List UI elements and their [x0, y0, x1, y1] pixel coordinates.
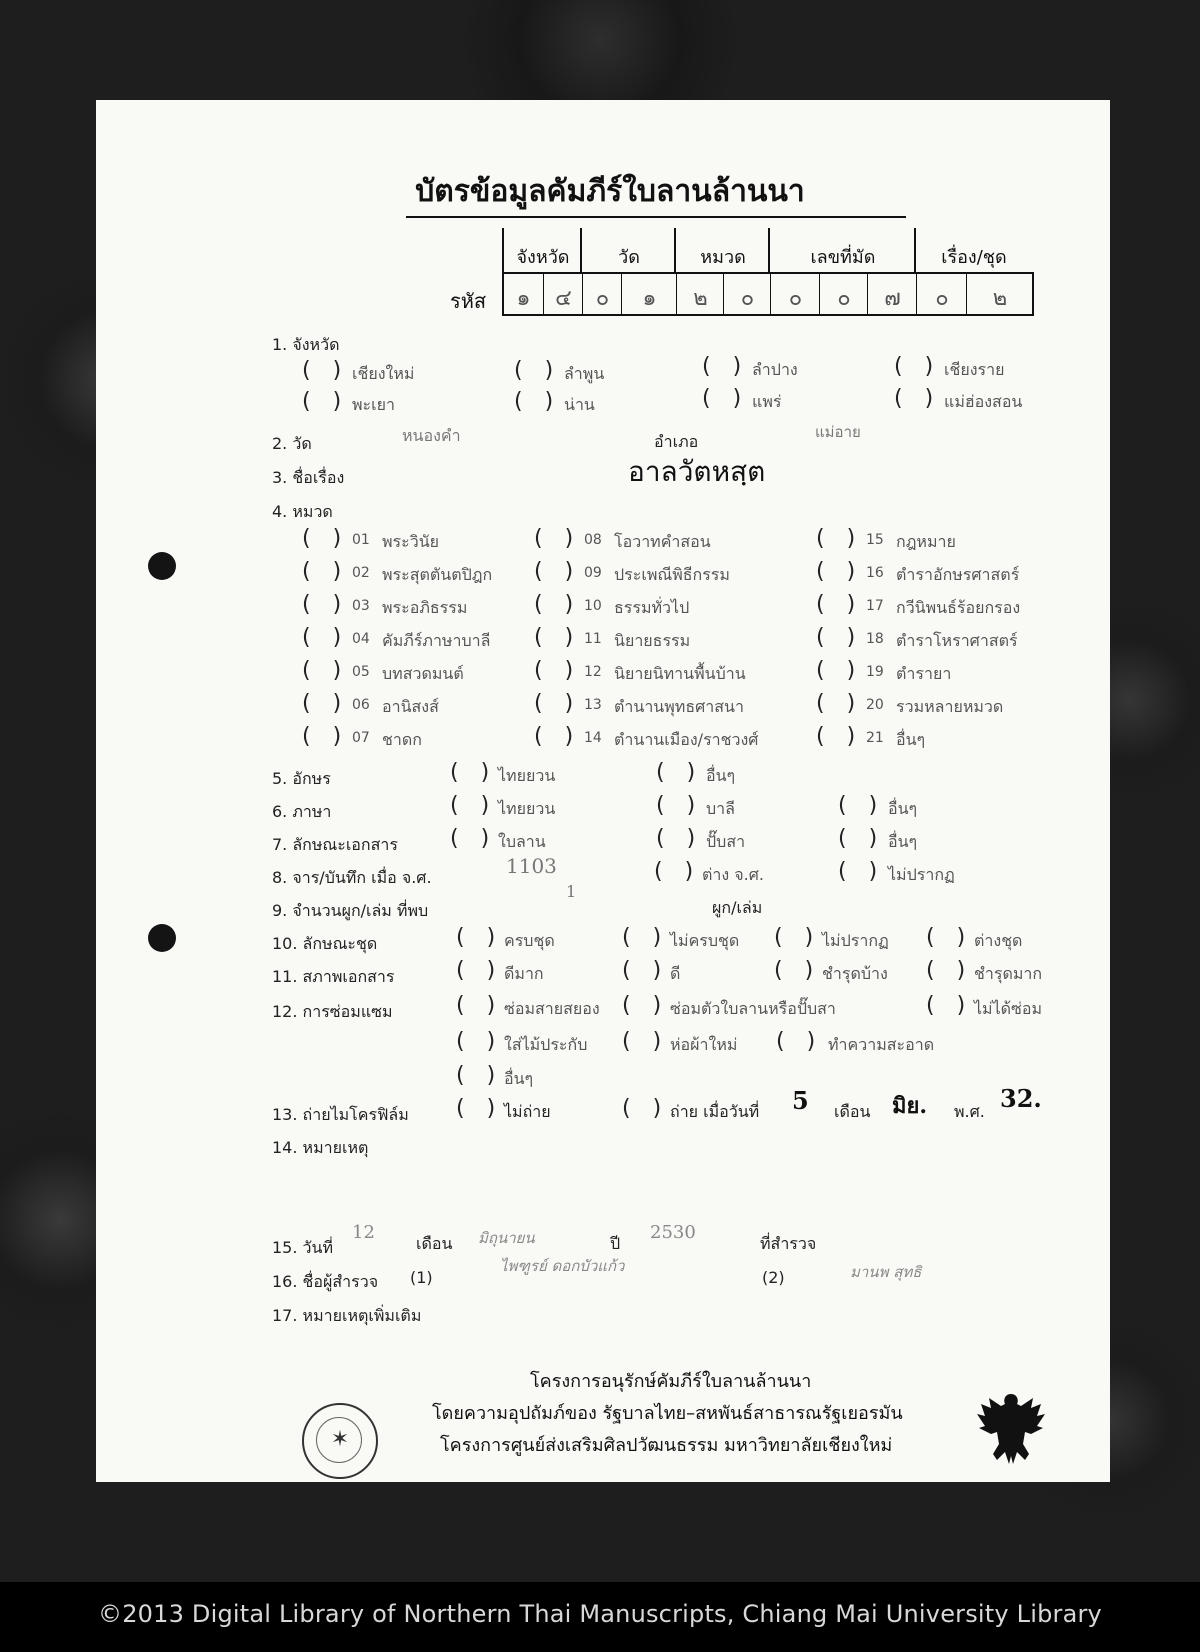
inscribed-option: ต่าง จ.ศ. — [702, 865, 764, 884]
surveyor-1-name: ไพฑูรย์ ดอกบัวแก้ว — [500, 1257, 625, 1275]
footer-line-1: โครงการอนุรักษ์คัมภีร์ใบลานล้านนา — [530, 1371, 812, 1392]
code-header — [580, 228, 676, 274]
section-2-label: 2. วัด — [272, 434, 312, 453]
survey-year: 2530 — [650, 1222, 696, 1243]
code-header — [674, 228, 770, 274]
province-option: ลำปาง — [752, 360, 798, 379]
checkbox-paren: ( ) — [302, 526, 342, 551]
category-name: นิยายนิทานพื้นบ้าน — [614, 664, 746, 683]
code-cell-value: ๔ — [555, 286, 572, 311]
category-number: 20 — [866, 697, 884, 713]
code-cell-value: ๗ — [884, 286, 901, 311]
microfilm-year: 32. — [1000, 1084, 1042, 1113]
repair-option: อื่นๆ — [504, 1069, 534, 1088]
category-number: 07 — [352, 730, 370, 746]
code-cell — [582, 274, 622, 314]
checkbox-paren: ( ) — [514, 389, 554, 414]
document-type-option: อื่นๆ — [888, 832, 918, 851]
set-option: ไม่ครบชุด — [670, 931, 740, 950]
category-number: 13 — [584, 697, 602, 713]
checkbox-paren: ( ) — [450, 826, 490, 851]
category-number: 17 — [866, 598, 884, 614]
code-cell — [504, 274, 543, 314]
category-number: 18 — [866, 631, 884, 647]
checkbox-paren: ( ) — [656, 760, 696, 785]
title-value: อาลวัตหสฺต — [628, 455, 766, 488]
category-name: กวีนิพนธ์ร้อยกรอง — [896, 598, 1021, 617]
category-name: โอวาทคำสอน — [614, 532, 711, 551]
code-cell — [723, 274, 771, 314]
section-3-label: 3. ชื่อเรื่อง — [272, 468, 345, 487]
code-label: รหัส — [450, 289, 487, 313]
checkbox-paren: ( ) — [302, 592, 342, 617]
section-11-label: 11. สภาพเอกสาร — [272, 967, 395, 986]
code-cell — [966, 274, 1033, 314]
fascicle-count-value: 1 — [566, 882, 577, 901]
wat-value: หนองคำ — [402, 426, 461, 445]
category-number: 21 — [866, 730, 884, 746]
university-seal-logo — [302, 1403, 378, 1479]
amphoe-value: แม่อาย — [815, 423, 861, 441]
section-5-label: 5. อักษร — [272, 769, 331, 788]
punch-hole — [148, 552, 176, 580]
code-cell-value: ๒ — [992, 286, 1008, 311]
checkbox-paren: ( ) — [816, 658, 856, 683]
code-header — [914, 228, 1032, 274]
survey-month-label: เดือน — [416, 1234, 453, 1253]
code-header-label: จังหวัด — [516, 247, 570, 268]
category-number: 04 — [352, 631, 370, 647]
code-cell-value: ๒ — [693, 286, 708, 311]
checkbox-paren: ( ) — [816, 724, 856, 749]
category-name: อานิสงส์ — [382, 697, 439, 716]
title-underline — [406, 216, 906, 218]
script-option: อื่นๆ — [706, 766, 736, 785]
inscribed-option: ไม่ปรากฏ — [888, 865, 955, 884]
section-4-label: 4. หมวด — [272, 502, 333, 521]
checkbox-paren: ( ) — [534, 658, 574, 683]
checkbox-paren: ( ) — [776, 1029, 816, 1054]
document-type-option: ใบลาน — [498, 832, 546, 851]
checkbox-paren: ( ) — [450, 760, 490, 785]
code-grid — [502, 228, 1032, 316]
checkbox-paren: ( ) — [894, 386, 934, 411]
checkbox-paren: ( ) — [302, 724, 342, 749]
surveyor-2-name: มานพ สุทธิ — [850, 1263, 922, 1281]
checkbox-paren: ( ) — [656, 793, 696, 818]
code-header — [502, 228, 582, 274]
microfilm-year-label: พ.ศ. — [954, 1102, 985, 1121]
checkbox-paren: ( ) — [816, 691, 856, 716]
checkbox-paren: ( ) — [534, 691, 574, 716]
checkbox-paren: ( ) — [456, 993, 496, 1018]
category-name: ตำรายา — [896, 664, 952, 683]
category-name: พระสุตตันตปิฎก — [382, 565, 493, 584]
province-option: ลำพูน — [564, 364, 605, 383]
checkbox-paren: ( ) — [534, 526, 574, 551]
checkbox-paren: ( ) — [450, 793, 490, 818]
code-cell — [916, 274, 967, 314]
category-number: 16 — [866, 565, 884, 581]
category-name: นิยายธรรม — [614, 631, 691, 650]
code-cell-value: ๐ — [935, 286, 949, 311]
checkbox-paren: ( ) — [456, 1096, 496, 1121]
category-number: 14 — [584, 730, 602, 746]
category-number: 09 — [584, 565, 602, 581]
category-name: ตำนานพุทธศาสนา — [614, 697, 744, 716]
german-eagle-emblem-icon — [975, 1390, 1047, 1472]
province-option: เชียงราย — [944, 360, 1005, 379]
category-name: ตำราอักษรศาสตร์ — [896, 565, 1020, 584]
category-name: รวมหลายหมวด — [896, 697, 1004, 716]
section-17-label: 17. หมายเหตุเพิ่มเติม — [272, 1306, 422, 1325]
category-number: 02 — [352, 565, 370, 581]
section-15-label: 15. วันที่ — [272, 1238, 333, 1257]
survey-year-label: ปี — [610, 1234, 621, 1253]
code-cell — [543, 274, 583, 314]
section-13-label: 13. ถ่ายไมโครฟิล์ม — [272, 1105, 409, 1124]
code-header-label: เลขที่มัด — [810, 247, 876, 268]
code-header-label: เรื่อง/ชุด — [941, 247, 1007, 268]
checkbox-paren: ( ) — [302, 389, 342, 414]
checkbox-paren: ( ) — [656, 826, 696, 851]
checkbox-paren: ( ) — [816, 526, 856, 551]
category-name: บทสวดมนต์ — [382, 664, 464, 683]
checkbox-paren: ( ) — [816, 625, 856, 650]
code-row — [502, 272, 1034, 316]
checkbox-paren: ( ) — [622, 993, 662, 1018]
section-12-label: 12. การซ่อมแซม — [272, 1002, 393, 1021]
code-cell-value: ๑ — [516, 286, 531, 311]
footer-line-2: โดยความอุปถัมภ์ของ รัฐบาลไทย–สหพันธ์สาธารณรัฐเยอรมัน — [432, 1403, 903, 1424]
surveyor-1-number: (1) — [410, 1268, 433, 1287]
category-name: พระอภิธรรม — [382, 598, 468, 617]
category-name: ธรรมทั่วไป — [614, 598, 690, 617]
checkbox-paren: ( ) — [622, 1029, 662, 1054]
checkbox-paren: ( ) — [816, 559, 856, 584]
category-number: 05 — [352, 664, 370, 680]
section-14-label: 14. หมายเหตุ — [272, 1138, 369, 1157]
code-header — [768, 228, 916, 274]
checkbox-paren: ( ) — [622, 958, 662, 983]
condition-option: ชำรุดมาก — [974, 964, 1043, 983]
code-header-label: วัด — [618, 247, 640, 268]
checkbox-paren: ( ) — [456, 958, 496, 983]
surveyor-2-number: (2) — [762, 1268, 785, 1287]
section-10-label: 10. ลักษณะชุด — [272, 934, 378, 953]
checkbox-paren: ( ) — [774, 958, 814, 983]
category-number: 03 — [352, 598, 370, 614]
repair-option: ไม่ได้ซ่อม — [974, 999, 1043, 1018]
category-name: คัมภีร์ภาษาบาลี — [382, 631, 491, 650]
category-name: อื่นๆ — [896, 730, 926, 749]
checkbox-paren: ( ) — [302, 358, 342, 383]
condition-option: ดี — [670, 964, 681, 983]
checkbox-paren: ( ) — [456, 1029, 496, 1054]
microfilm-option: ไม่ถ่าย — [504, 1102, 551, 1121]
code-cell-value: ๐ — [788, 286, 803, 311]
checkbox-paren: ( ) — [702, 354, 742, 379]
category-number: 08 — [584, 532, 602, 548]
checkbox-paren: ( ) — [654, 859, 694, 884]
script-option: ไทยยวน — [498, 766, 556, 785]
checkbox-paren: ( ) — [514, 358, 554, 383]
category-name: ตำราโหราศาสตร์ — [896, 631, 1018, 650]
province-option: น่าน — [564, 395, 595, 414]
microfilm-month-label: เดือน — [834, 1102, 871, 1121]
checkbox-paren: ( ) — [926, 958, 966, 983]
section-1-label: 1. จังหวัด — [272, 335, 340, 354]
section-9-label: 9. จำนวนผูก/เล่ม ที่พบ — [272, 901, 429, 920]
category-number: 11 — [584, 631, 602, 647]
repair-option: ใส่ไม้ประกับ — [504, 1035, 588, 1054]
language-option: ไทยยวน — [498, 799, 556, 818]
code-cell-value: ๐ — [740, 286, 755, 311]
survey-suffix: ที่สำรวจ — [760, 1234, 817, 1253]
fascicle-unit: ผูก/เล่ม — [712, 898, 763, 917]
section-7-label: 7. ลักษณะเอกสาร — [272, 835, 398, 854]
set-option: ครบชุด — [504, 931, 555, 950]
code-cell — [621, 274, 677, 314]
amphoe-label: อำเภอ — [654, 432, 699, 451]
category-name: พระวินัย — [382, 532, 440, 551]
microfilm-option: ถ่าย เมื่อวันที่ — [670, 1102, 760, 1121]
checkbox-paren: ( ) — [302, 658, 342, 683]
province-option: แพร่ — [752, 392, 782, 411]
section-16-label: 16. ชื่อผู้สำรวจ — [272, 1272, 379, 1291]
survey-month: มิถุนายน — [478, 1229, 535, 1247]
code-cell — [819, 274, 868, 314]
footer-line-3: โครงการศูนย์ส่งเสริมศิลปวัฒนธรรม มหาวิทยาลัยเชียงใหม่ — [440, 1435, 893, 1456]
checkbox-paren: ( ) — [816, 592, 856, 617]
checkbox-paren: ( ) — [622, 1096, 662, 1121]
checkbox-paren: ( ) — [456, 1063, 496, 1088]
checkbox-paren: ( ) — [622, 925, 662, 950]
microfilm-day: 5 — [792, 1086, 809, 1115]
checkbox-paren: ( ) — [838, 826, 878, 851]
checkbox-paren: ( ) — [456, 925, 496, 950]
category-name: กฎหมาย — [896, 532, 956, 551]
province-option: เชียงใหม่ — [352, 364, 415, 383]
category-number: 12 — [584, 664, 602, 680]
category-number: 15 — [866, 532, 884, 548]
language-option: บาลี — [706, 799, 735, 818]
repair-option: ทำความสะอาด — [828, 1035, 935, 1054]
category-name: ชาดก — [382, 730, 422, 749]
card-title: บัตรข้อมูลคัมภีร์ใบลานล้านนา — [415, 174, 805, 209]
category-number: 06 — [352, 697, 370, 713]
code-header-label: หมวด — [700, 247, 746, 268]
checkbox-paren: ( ) — [838, 859, 878, 884]
code-cell-value: ๐ — [837, 286, 851, 311]
repair-option: ซ่อมตัวใบลานหรือปั๊บสา — [670, 999, 836, 1018]
checkbox-paren: ( ) — [302, 559, 342, 584]
province-option: พะเยา — [352, 395, 395, 414]
checkbox-paren: ( ) — [926, 993, 966, 1018]
checkbox-paren: ( ) — [302, 691, 342, 716]
checkbox-paren: ( ) — [534, 724, 574, 749]
code-cell-value: ๑ — [642, 286, 657, 311]
checkbox-paren: ( ) — [894, 354, 934, 379]
set-option: ต่างชุด — [974, 931, 1023, 950]
category-number: 10 — [584, 598, 602, 614]
checkbox-paren: ( ) — [534, 592, 574, 617]
checkbox-paren: ( ) — [302, 625, 342, 650]
condition-option: ดีมาก — [504, 964, 544, 983]
survey-day: 12 — [352, 1222, 375, 1243]
category-name: ประเพณีพิธีกรรม — [614, 565, 730, 584]
code-cell — [867, 274, 917, 314]
section-6-label: 6. ภาษา — [272, 802, 332, 821]
document-type-option: ปั๊บสา — [706, 832, 746, 851]
copyright-notice: ©2013 Digital Library of Northern Thai Manuscripts, Chiang Mai University Library — [98, 1600, 1102, 1628]
punch-hole — [148, 924, 176, 952]
condition-option: ชำรุดบ้าง — [822, 964, 888, 983]
province-option: แม่ฮ่องสอน — [944, 392, 1023, 411]
microfilm-month: มิย. — [892, 1093, 928, 1119]
checkbox-paren: ( ) — [774, 925, 814, 950]
repair-option: ซ่อมสายสยอง — [504, 999, 600, 1018]
category-number: 01 — [352, 532, 370, 548]
checkbox-paren: ( ) — [926, 925, 966, 950]
checkbox-paren: ( ) — [534, 559, 574, 584]
code-cell — [770, 274, 820, 314]
repair-option: ห่อผ้าใหม่ — [670, 1035, 738, 1054]
checkbox-paren: ( ) — [534, 625, 574, 650]
code-cell-value: ๐ — [595, 286, 610, 311]
set-option: ไม่ปรากฏ — [822, 931, 889, 950]
code-cell — [676, 274, 724, 314]
category-number: 19 — [866, 664, 884, 680]
seal-emblem-icon: ✶ — [330, 1427, 350, 1452]
checkbox-paren: ( ) — [702, 386, 742, 411]
inscribed-year-value: 1103 — [506, 854, 557, 878]
checkbox-paren: ( ) — [838, 793, 878, 818]
category-name: ตำนานเมือง/ราชวงศ์ — [614, 730, 759, 749]
language-option: อื่นๆ — [888, 799, 918, 818]
section-8-label: 8. จาร/บันทึก เมื่อ จ.ศ. — [272, 868, 432, 887]
